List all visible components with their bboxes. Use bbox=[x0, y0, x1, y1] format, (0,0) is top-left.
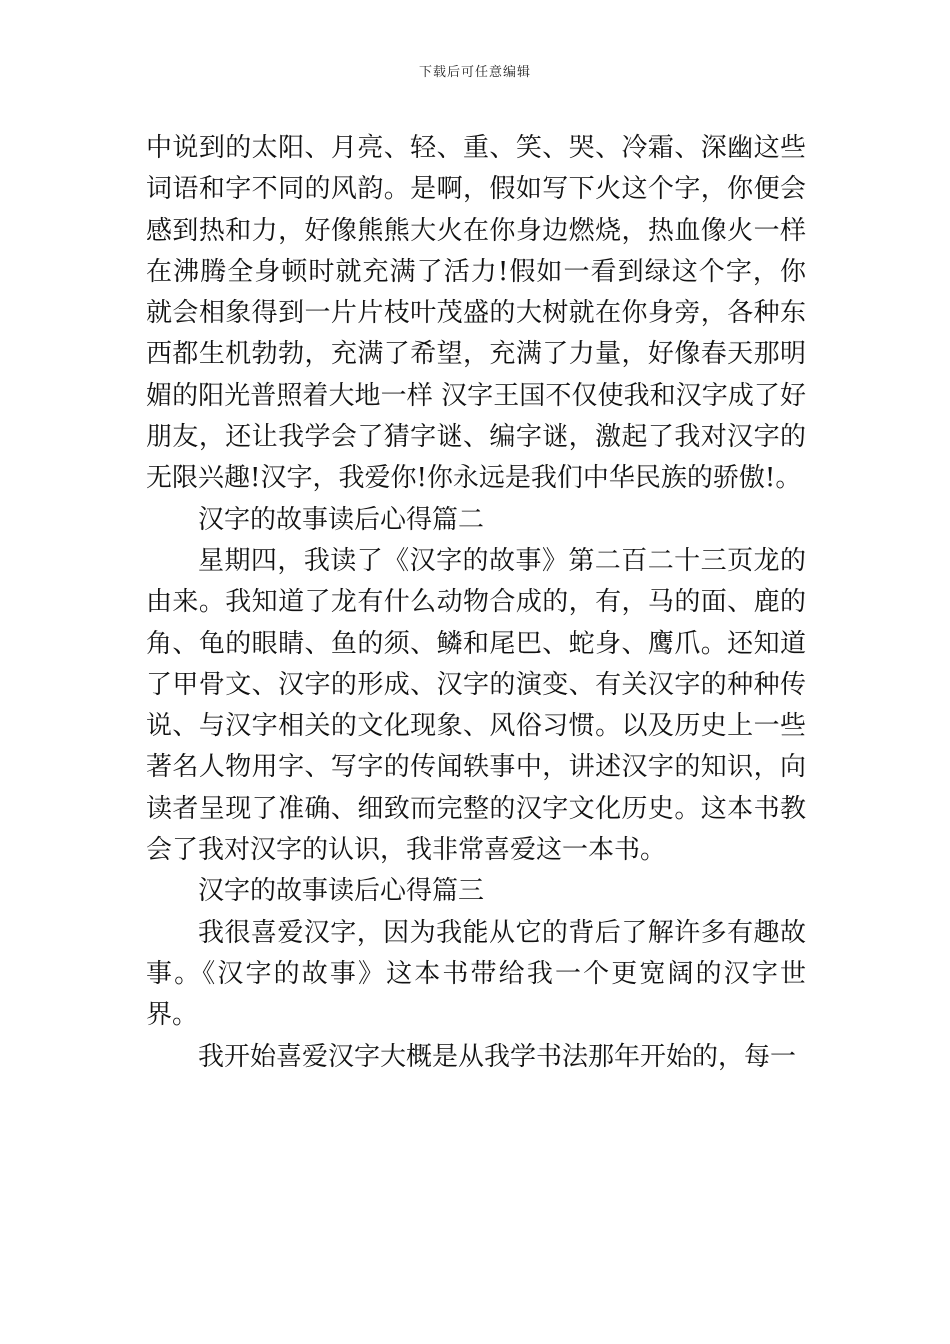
paragraph-continued: 中说到的太阳、月亮、轻、重、笑、哭、冷霜、深幽这些词语和字不同的风韵。是啊，假如写下火这个字，你便会感到热和力，好像熊熊大火在你身边燃烧，热血像火一样在沸腾全身顿时就充满了活力!假如一看到绿这个字，你就会相象得到一片片枝叶茂盛的大树就在你身旁，各种东西都生机勃勃，充满了希望，充满了力量，好像春天那明媚的阳光普照着大地一样 汉字王国不仅使我和汉字成了好朋友，还让我学会了猜字谜、编字谜，激起了我对汉字的无限兴趣!汉字，我爱你!你永远是我们中华民族的骄傲!。 bbox=[146, 133, 806, 494]
document-body bbox=[146, 128, 806, 1078]
section-heading-part-three: 汉字的故事读后心得篇三 bbox=[198, 876, 485, 907]
paragraph-part-three-start: 我开始喜爱汉字大概是从我学书法那年开始的，每一 bbox=[198, 1041, 797, 1072]
paragraph-part-three-intro: 我很喜爱汉字，因为我能从它的背后了解许多有趣故事。《汉字的故事》这本书带给我一个更宽阔的汉字世界。 bbox=[146, 917, 806, 1031]
page-header: 下载后可任意编辑 bbox=[418, 65, 531, 80]
section-heading-part-two: 汉字的故事读后心得篇二 bbox=[198, 504, 485, 535]
paragraph-part-two: 星期四，我读了《汉字的故事》第二百二十三页龙的由来。我知道了龙有什么动物合成的，有，马的面、鹿的角、龟的眼睛、鱼的须、鳞和尾巴、蛇身、鹰爪。还知道了甲骨文、汉字的形成、汉字的演变、有关汉字的种种传说、与汉字相关的文化现象、风俗习惯。以及历史上一些著名人物用字、写字的传闻轶事中，讲述汉字的知识，向读者呈现了准确、细致而完整的汉字文化历史。这本书教会了我对汉字的认识，我非常喜爱这一本书。 bbox=[146, 545, 806, 866]
